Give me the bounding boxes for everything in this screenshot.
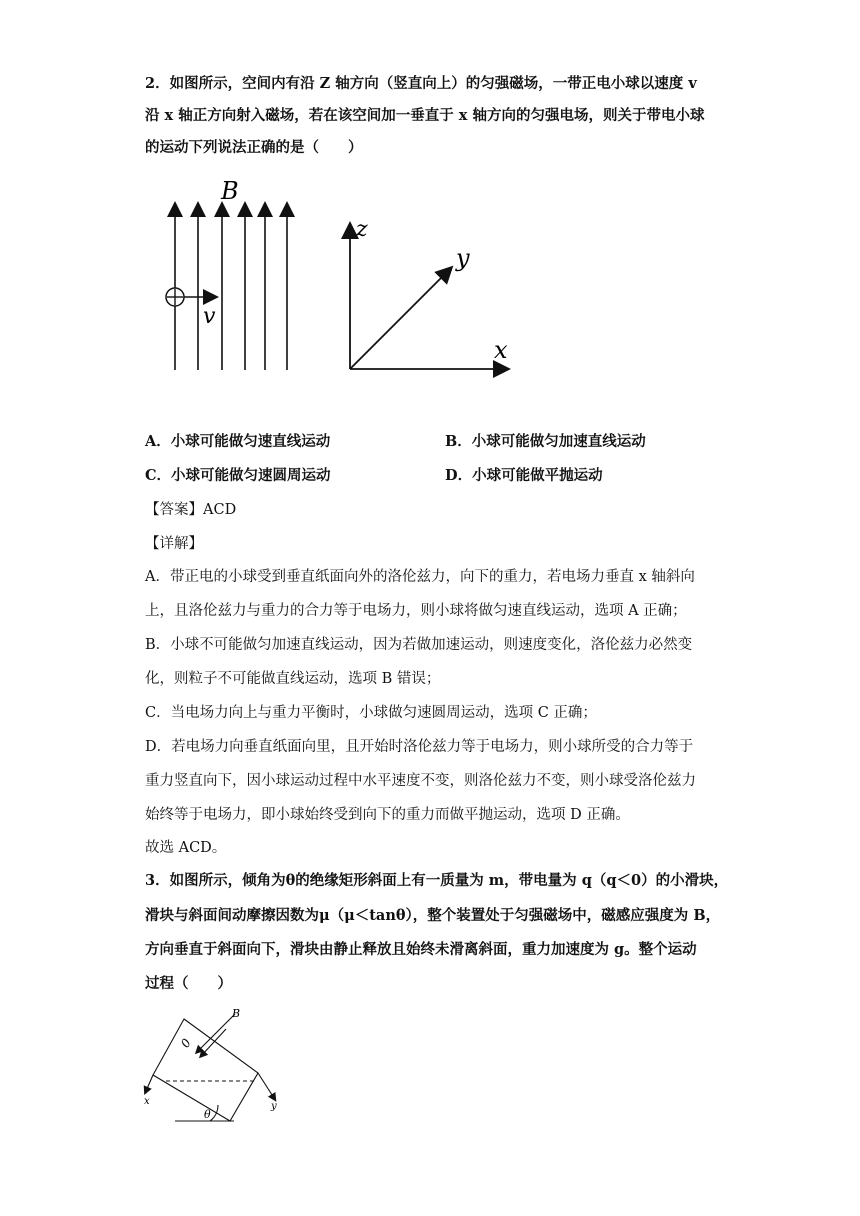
y-axis-label: y [456,244,470,272]
charged-ball-icon [166,288,184,306]
q2-explain-line-7: 重力竖直向下，因小球运动过程中水平速度不变，则洛伦兹力不变，则小球受洛伦兹力 [145,773,696,789]
q2-explain-line-6: D．若电场力向垂直纸面向里，且开始时洛伦兹力等于电场力，则小球所受的合力等于 [145,739,694,755]
incline-rectangle [153,1019,258,1121]
q2-explain-line-3: B．小球不可能做匀加速直线运动，因为若做加速运动，则速度变化，洛伦兹力必然变 [145,637,693,653]
q2-explain-line-4: 化，则粒子不可能做直线运动，选项 B 错误； [145,671,441,687]
q2-stem-line-3: 的运动下列说法正确的是（ ） [145,139,363,156]
x-direction-arrow [146,1075,153,1091]
q2-stem-line-2: 沿 x 轴正方向射入磁场，若在该空间加一垂直于 x 轴方向的匀强电场，则关于带电小球 [145,107,705,124]
q2-explain-line-9: 故选 ACD。 [145,840,227,856]
q2-field-figure [155,175,305,375]
field-arrow [198,1014,235,1051]
q2-explain-line-5: C．当电场力向上与重力平衡时，小球做匀速圆周运动，选项 C 正确； [145,705,597,721]
q3-stem-line-3: 方向垂直于斜面向下，滑块由静止释放且始终未滑离斜面，重力加速度为 g。整个运动 [145,941,697,958]
q3-slope-label: 0 [177,1036,194,1051]
field-label-b: B [221,177,239,205]
q2-explain-line-2: 上，且洛伦兹力与重力的合力等于电场力，则小球将做匀速直线运动，选项 A 正确； [145,603,687,619]
z-axis-label: z [356,217,368,242]
q3-x-label: x [144,1096,150,1107]
angle-arc [210,1105,218,1121]
q2-option-b: B．小球可能做匀加速直线运动 [445,433,646,450]
x-axis-label: x [494,336,508,364]
q3-field-label: B [232,1007,241,1020]
q3-angle-label: θ [204,1108,211,1121]
q2-option-a: A．小球可能做匀速直线运动 [145,433,331,450]
velocity-label: v [203,304,216,329]
q2-option-d: D．小球可能做平抛运动 [445,467,603,484]
y-axis [350,272,447,369]
q3-stem-line-4: 过程（ ） [145,975,232,992]
q2-answer: 【答案】ACD [145,502,237,518]
q2-axes-figure [340,210,515,375]
q3-stem-line-2: 滑块与斜面间动摩擦因数为μ（μ＜tanθ），整个装置处于匀强磁场中，磁感应强度为 B， [145,907,721,924]
q2-explain-title: 【详解】 [145,536,203,552]
y-direction-arrow [258,1073,274,1098]
q3-y-label: y [271,1101,277,1112]
q2-option-c: C．小球可能做匀速圆周运动 [145,467,331,484]
q3-incline-figure [140,1005,290,1130]
q2-explain-line-1: A．带正电的小球受到垂直纸面向外的洛伦兹力，向下的重力，若电场力垂直 x 轴斜向 [145,569,695,585]
q3-stem-line-1: 3．如图所示，倾角为θ的绝缘矩形斜面上有一质量为 m，带电量为 q（q＜0）的小滑块， [145,872,729,889]
field-arrow [202,1029,226,1055]
q2-stem-line-1: 2．如图所示，空间内有沿 Z 轴方向（竖直向上）的匀强磁场，一带正电小球以速度 v [145,75,697,92]
q2-explain-line-8: 始终等于电场力，即小球始终受到向下的重力而做平抛运动，选项 D 正确。 [145,807,630,823]
